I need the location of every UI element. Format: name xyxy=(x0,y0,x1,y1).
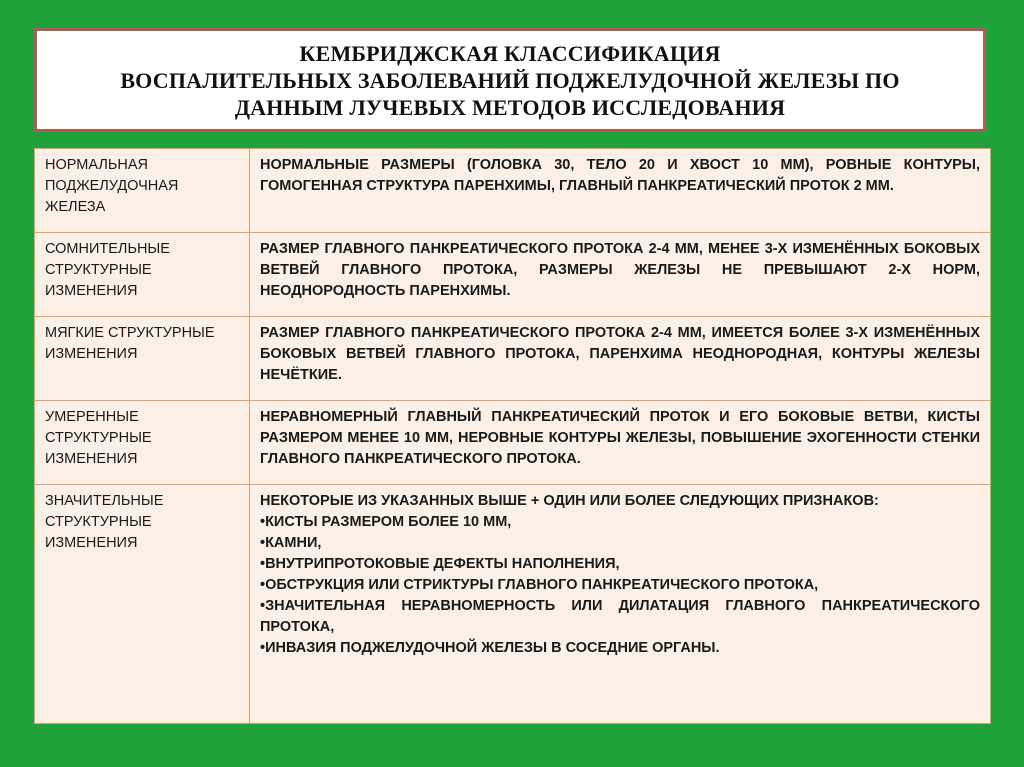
table-row xyxy=(35,317,991,401)
category-cell xyxy=(35,233,250,317)
list-item: • ОБСТРУКЦИЯ ИЛИ СТРИКТУРЫ ГЛАВНОГО ПАНКРЕАТИЧЕСКОГО ПРОТОКА, xyxy=(260,575,980,596)
page-title-line-3: ДАННЫМ ЛУЧЕВЫХ МЕТОДОВ ИССЛЕДОВАНИЯ xyxy=(234,94,786,120)
list-item: • ВНУТРИПРОТОКОВЫЕ ДЕФЕКТЫ НАПОЛНЕНИЯ, xyxy=(260,554,980,575)
description-cell: РАЗМЕР ГЛАВНОГО ПАНКРЕАТИЧЕСКОГО ПРОТОКА 2-4 ММ, МЕНЕЕ 3-Х ИЗМЕНЁННЫХ БОКОВЫХ ВЕТВЕЙ ГЛАВНОГО ПРОТОКА, РАЗМЕРЫ ЖЕЛЕЗЫ НЕ ПРЕВЫШАЮТ 2-Х НОРМ, НЕОДНОРОДНОСТЬ ПАРЕНХИМЫ. xyxy=(250,233,991,317)
page-title-line-1: КЕМБРИДЖСКАЯ КЛАССИФИКАЦИЯ xyxy=(299,40,721,66)
category-label: УМЕРЕННЫЕ СТРУКТУРНЫЕ ИЗМЕНЕНИЯ xyxy=(45,409,152,467)
criteria-intro: НЕКОТОРЫЕ ИЗ УКАЗАННЫХ ВЫШЕ + ОДИН ИЛИ БОЛЕЕ СЛЕДУЮЩИХ ПРИЗНАКОВ: xyxy=(260,493,879,509)
category-cell xyxy=(35,401,250,485)
list-item: • ЗНАЧИТЕЛЬНАЯ НЕРАВНОМЕРНОСТЬ ИЛИ ДИЛАТАЦИЯ ГЛАВНОГО ПАНКРЕАТИЧЕСКОГО ПРОТОКА, xyxy=(260,596,980,638)
category-cell xyxy=(35,485,250,724)
category-label: МЯГКИЕ СТРУКТУРНЫЕ ИЗМЕНЕНИЯ xyxy=(45,325,215,362)
description-cell: НЕРАВНОМЕРНЫЙ ГЛАВНЫЙ ПАНКРЕАТИЧЕСКИЙ ПРОТОК И ЕГО БОКОВЫЕ ВЕТВИ, КИСТЫ РАЗМЕРОМ МЕНЕЕ 10 ММ, НЕРОВНЫЕ КОНТУРЫ ЖЕЛЕЗЫ, ПОВЫШЕНИЕ ЭХОГЕННОСТИ СТЕНКИ ГЛАВНОГО ПАНКРЕАТИЧЕСКОГО ПРОТОКА. xyxy=(250,401,991,485)
category-label: НОРМАЛЬНАЯ ПОДЖЕЛУДОЧНАЯ ЖЕЛЕЗА xyxy=(45,157,179,215)
table-row xyxy=(35,233,991,317)
category-label: СОМНИТЕЛЬНЫЕ СТРУКТУРНЫЕ ИЗМЕНЕНИЯ xyxy=(45,241,170,299)
criteria-list xyxy=(260,512,980,659)
category-label: ЗНАЧИТЕЛЬНЫЕ СТРУКТУРНЫЕ ИЗМЕНЕНИЯ xyxy=(45,493,164,551)
list-item: • ИНВАЗИЯ ПОДЖЕЛУДОЧНОЙ ЖЕЛЕЗЫ В СОСЕДНИЕ ОРГАНЫ. xyxy=(260,638,980,659)
category-cell xyxy=(35,317,250,401)
title-box xyxy=(34,28,986,132)
classification-table xyxy=(34,148,991,724)
description-cell xyxy=(250,485,991,724)
description-cell: НОРМАЛЬНЫЕ РАЗМЕРЫ (ГОЛОВКА 30, ТЕЛО 20 И ХВОСТ 10 ММ), РОВНЫЕ КОНТУРЫ, ГОМОГЕННАЯ СТРУКТУРА ПАРЕНХИМЫ, ГЛАВНЫЙ ПАНКРЕАТИЧЕСКИЙ ПРОТОК 2 ММ. xyxy=(250,149,991,233)
list-item: • КИСТЫ РАЗМЕРОМ БОЛЕЕ 10 ММ, xyxy=(260,512,980,533)
list-item: • КАМНИ, xyxy=(260,533,980,554)
description-cell: РАЗМЕР ГЛАВНОГО ПАНКРЕАТИЧЕСКОГО ПРОТОКА 2-4 ММ, ИМЕЕТСЯ БОЛЕЕ 3-Х ИЗМЕНЁННЫХ БОКОВЫХ ВЕТВЕЙ ГЛАВНОГО ПРОТОКА, ПАРЕНХИМА НЕОДНОРОДНАЯ, КОНТУРЫ ЖЕЛЕЗЫ НЕЧЁТКИЕ. xyxy=(250,317,991,401)
table-row xyxy=(35,149,991,233)
table-row xyxy=(35,401,991,485)
table-row xyxy=(35,485,991,724)
category-cell xyxy=(35,149,250,233)
page-title-line-2: ВОСПАЛИТЕЛЬНЫХ ЗАБОЛЕВАНИЙ ПОДЖЕЛУДОЧНОЙ ЖЕЛЕЗЫ ПО xyxy=(120,67,900,93)
